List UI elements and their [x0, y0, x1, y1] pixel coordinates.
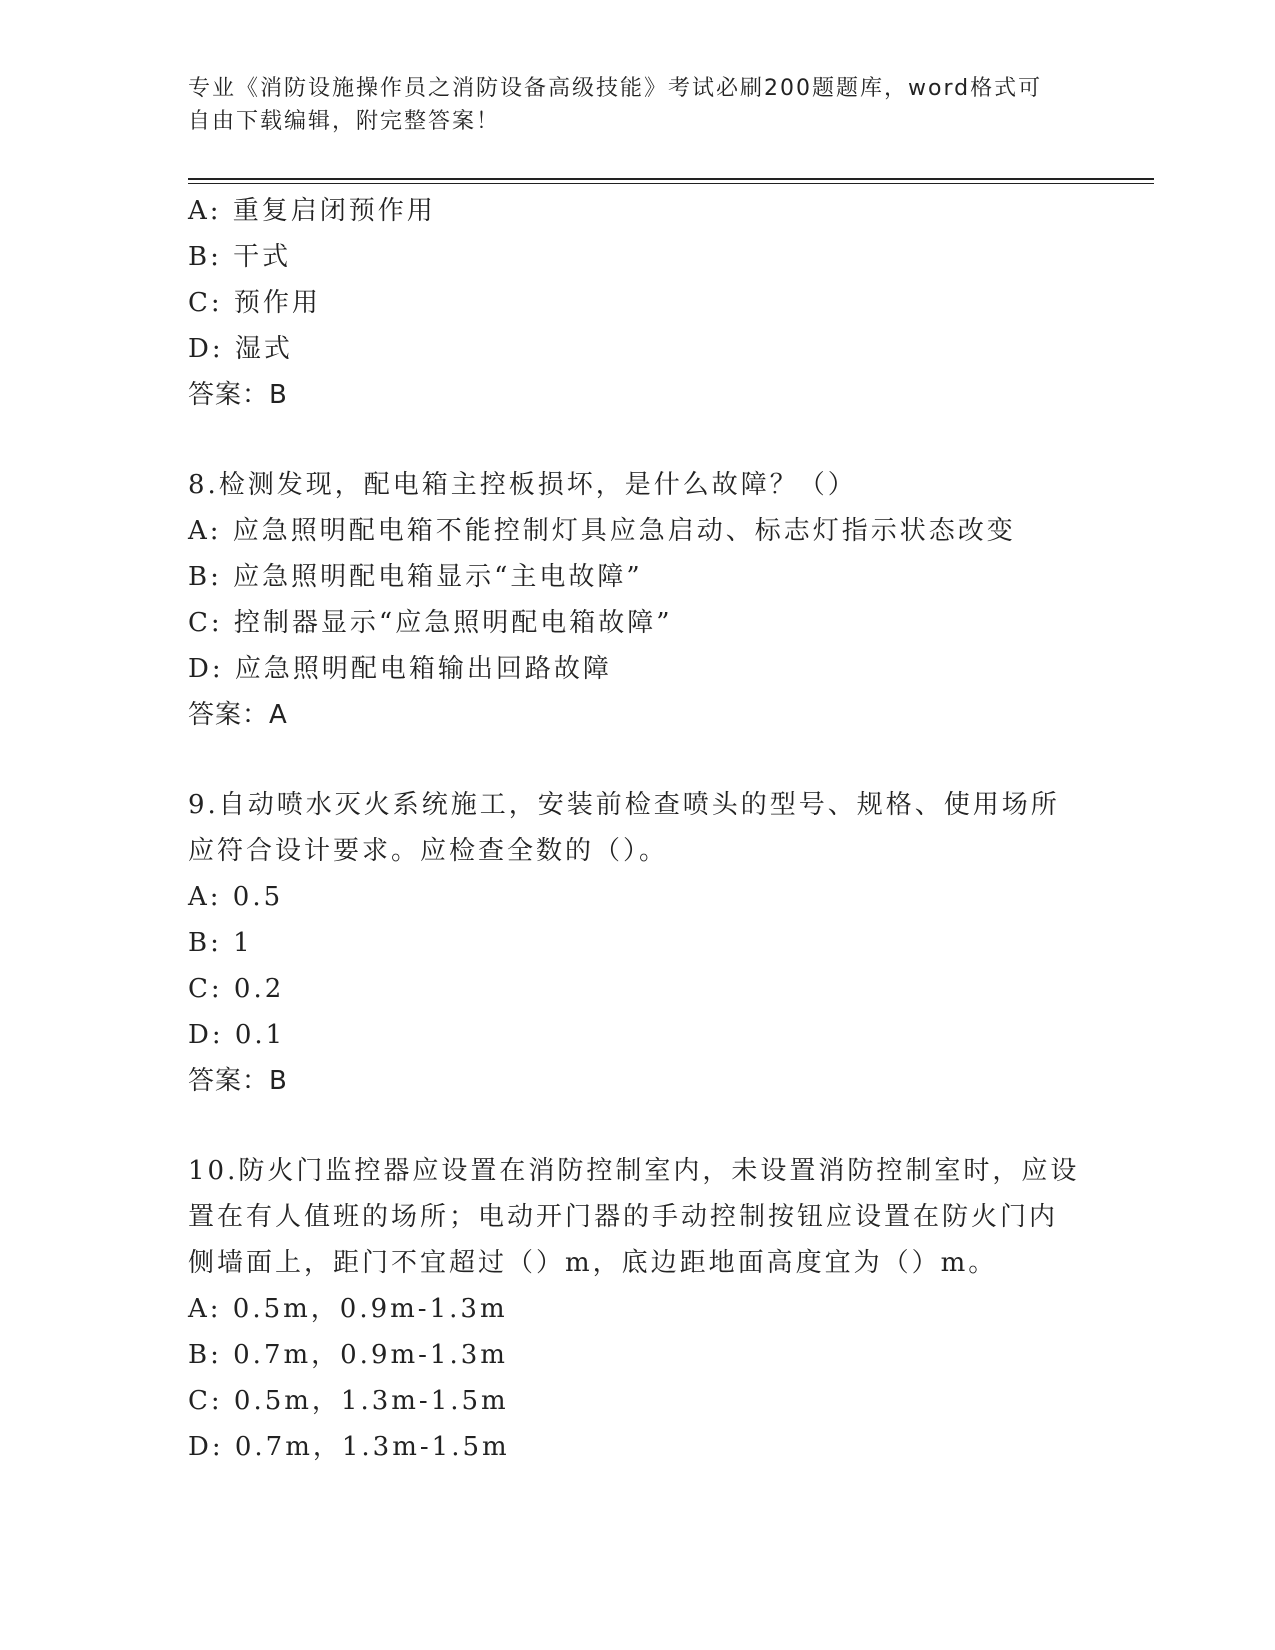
- option-b: B: 1: [188, 928, 253, 958]
- option-d: D: 湿式: [188, 334, 293, 364]
- option-c: C: 预作用: [188, 288, 321, 318]
- question-10: [188, 1148, 1088, 1470]
- question-list: [188, 188, 1088, 1470]
- header-divider-thick: [188, 178, 1154, 180]
- answer: 答案：A: [188, 700, 288, 730]
- answer: 答案：B: [188, 380, 288, 410]
- option-d: D: 应急照明配电箱输出回路故障: [188, 654, 612, 684]
- question-9: [188, 782, 1088, 1104]
- option-b: B: 干式: [188, 242, 292, 272]
- option-a: A: 0.5m，0.9m-1.3m: [188, 1294, 508, 1324]
- option-a: A: 应急照明配电箱不能控制灯具应急启动、标志灯指示状态改变: [188, 516, 1016, 546]
- option-d: D: 0.1: [188, 1020, 286, 1050]
- question-stem-line-3: 侧墙面上，距门不宜超过（）m，底边距地面高度宜为（）m。: [188, 1248, 998, 1278]
- question-stem-line-1: 9.自动喷水灭火系统施工，安装前检查喷头的型号、规格、使用场所: [188, 790, 1060, 820]
- header-divider-thin: [188, 183, 1154, 184]
- question-8: [188, 462, 1088, 738]
- answer: 答案：B: [188, 1066, 288, 1096]
- option-a: A: 0.5: [188, 882, 284, 912]
- option-c: C: 控制器显示“应急照明配电箱故障”: [188, 608, 673, 638]
- option-b: B: 应急照明配电箱显示“主电故障”: [188, 562, 643, 592]
- option-b: B: 0.7m，0.9m-1.3m: [188, 1340, 508, 1370]
- question-stem-line-2: 应符合设计要求。应检查全数的（）。: [188, 836, 669, 866]
- option-d: D: 0.7m，1.3m-1.5m: [188, 1432, 510, 1462]
- header-line-2: 自由下载编辑，附完整答案！: [188, 109, 501, 134]
- option-c: C: 0.5m，1.3m-1.5m: [188, 1386, 509, 1416]
- question-stem: 8.检测发现，配电箱主控板损坏，是什么故障？（）: [188, 470, 857, 500]
- document-header: [188, 72, 1078, 138]
- question-7-continued: [188, 188, 1088, 418]
- option-a: A: 重复启闭预作用: [188, 196, 436, 226]
- question-stem-line-1: 10.防火门监控器应设置在消防控制室内，未设置消防控制室时，应设: [188, 1156, 1080, 1186]
- option-c: C: 0.2: [188, 974, 285, 1004]
- question-stem-line-2: 置在有人值班的场所；电动开门器的手动控制按钮应设置在防火门内: [188, 1202, 1059, 1232]
- header-line-1: 专业《消防设施操作员之消防设备高级技能》考试必刷200题题库，word格式可: [188, 76, 1043, 101]
